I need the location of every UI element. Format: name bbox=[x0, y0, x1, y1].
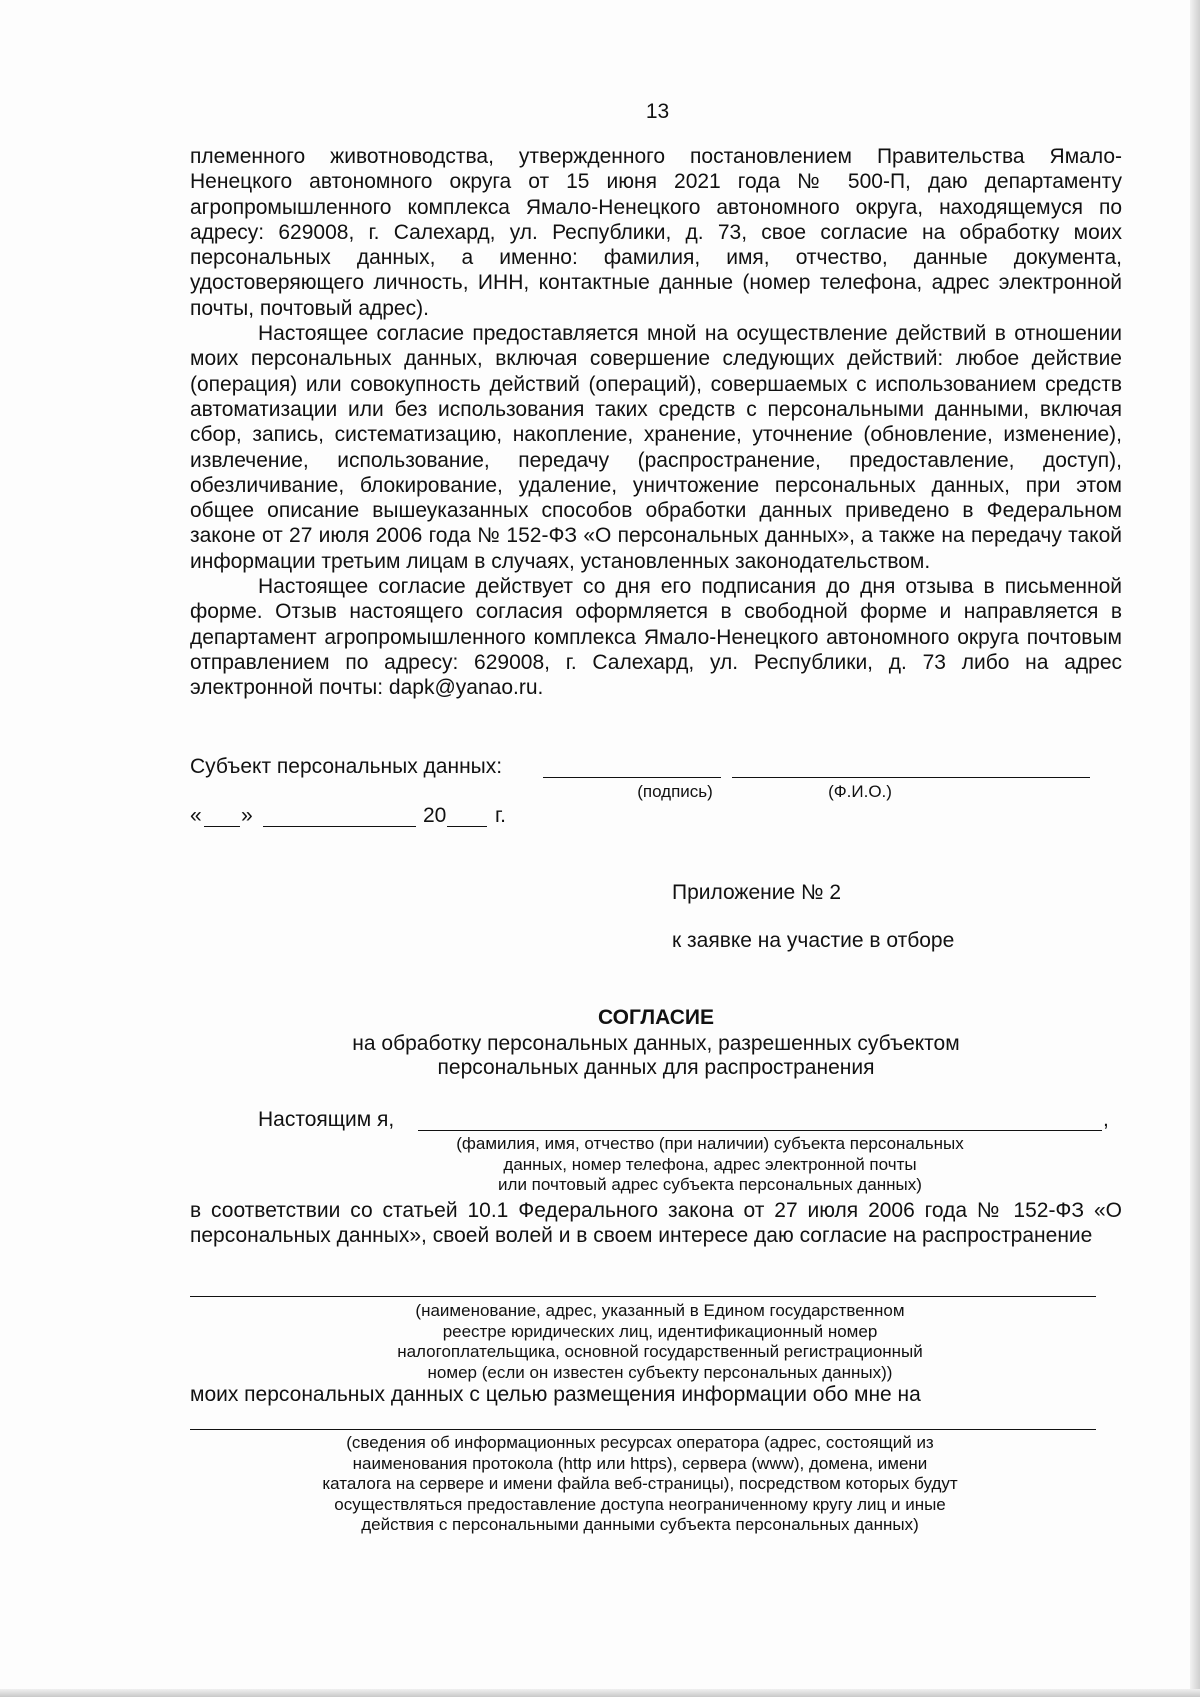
resource-caption bbox=[260, 1433, 1020, 1536]
page-number: 13 bbox=[645, 100, 670, 123]
paragraph-processing-actions: Настоящее согласие предоставляется мной на осуществление действий в отношении моих персональных данных, включая совершение следующих действий: любое действие (операция) или совокупность действий (операций), совершаемых с использованием средств автоматизации или без использования таких средств с персональными данными, включая сбор, запись, систематизацию, накопление, хранение, уточнение (обновление, изменение), извлечение, использование, передачу (распространение, предоставление, доступ), обезличивание, блокирование, удаление, уничтожение персональных данных, при этом общее описание вышеуказанных способов обработки данных приведено в Федеральном законе от 27 июля 2006 года № 152-ФЗ «О персональных данных», а также на передачу такой информации третьим лицам в случаях, установленных законодательством. bbox=[190, 322, 1122, 573]
date-open-quote: « bbox=[190, 804, 202, 827]
date-close-quote: » bbox=[241, 804, 253, 827]
appendix-subtitle: к заявке на участие в отборе bbox=[672, 929, 955, 952]
paragraph-validity-revocation: Настоящее согласие действует со дня его подписания до дня отзыва в письменной форме. Отзыв настоящего согласия оформляется в свободной форме и направляется в департамент агропромышленного комплекса Ямало-Ненецкого автономного округа почтовым отправлением по адресу: 629008, г. Салехард, ул. Республики, д. 73 либо на адрес электронной почты: dapk@yanao.ru. bbox=[190, 575, 1122, 700]
intro-comma: , bbox=[1103, 1108, 1109, 1131]
resource-caption-line: осуществляться предоставление доступа неограниченному кругу лиц и иные bbox=[334, 1494, 946, 1514]
subject-label: Субъект персональных данных: bbox=[190, 755, 503, 778]
resource-underline bbox=[190, 1429, 1096, 1430]
subject-caption bbox=[400, 1134, 1020, 1196]
year-suffix: г. bbox=[495, 804, 506, 827]
signature-caption: (подпись) bbox=[637, 782, 713, 801]
operator-caption bbox=[340, 1301, 980, 1383]
signature-underline bbox=[543, 777, 721, 778]
subject-underline bbox=[418, 1130, 1102, 1131]
resource-caption-line: действия с персональными данными субъекта персональных данных) bbox=[361, 1515, 919, 1534]
purpose-text: моих персональных данных с целью размещения информации обо мне на bbox=[190, 1383, 921, 1406]
operator-caption-line: номер (если он известен субъекту персональных данных)) bbox=[427, 1362, 893, 1382]
scan-bottom-shadow bbox=[0, 1689, 1200, 1697]
consent-subheading-line2: персональных данных для распространения bbox=[437, 1056, 875, 1079]
consent-heading: СОГЛАСИЕ bbox=[597, 1006, 714, 1029]
intro-label: Настоящим я, bbox=[258, 1108, 395, 1131]
operator-caption-line: (наименование, адрес, указанный в Едином государственном bbox=[415, 1301, 905, 1320]
subject-caption-line: данных, номер телефона, адрес электронной почты bbox=[503, 1154, 917, 1174]
resource-caption-line: (сведения об информационных ресурсах оператора (адрес, состоящий из bbox=[346, 1433, 934, 1452]
resource-caption-line: наименования протокола (http или https), сервера (www), домена, имени bbox=[352, 1453, 928, 1473]
consent-subheading-line1: на обработку персональных данных, разрешенных субъектом bbox=[352, 1032, 960, 1055]
subject-caption-line: или почтовый адрес субъекта персональных данных) bbox=[498, 1175, 922, 1194]
operator-underline bbox=[190, 1296, 1096, 1297]
year-underline bbox=[447, 826, 487, 827]
appendix-title: Приложение № 2 bbox=[672, 881, 842, 904]
law-paragraph: в соответствии со статьей 10.1 Федерального закона от 27 июля 2006 года № 152-ФЗ «О персональных данных», своей волей и в своем интересе даю согласие на распространение bbox=[190, 1199, 1122, 1248]
subject-caption-line: (фамилия, имя, отчество (при наличии) субъекта персональных bbox=[456, 1134, 964, 1153]
paragraph-data-list: племенного животноводства, утвержденного постановлением Правительства Ямало-Ненецкого автономного округа от 15 июня 2021 года № 500-П, даю департаменту агропромышленного комплекса Ямало-Ненецкого автономного округа, находящемуся по адресу: 629008, г. Салехард, ул. Республики, д. 73, свое согласие на обработку моих персональных данных, а именно: фамилия, имя, отчество, данные документа, удостоверяющего личность, ИНН, контактные данные (номер телефона, адрес электронной почты, почтовый адрес). bbox=[190, 145, 1122, 320]
day-underline bbox=[204, 826, 240, 827]
resource-caption-line: каталога на сервере и имени файла веб-страницы), посредством которых будут bbox=[322, 1474, 958, 1493]
year-prefix: 20 bbox=[423, 804, 447, 827]
full-name-underline bbox=[732, 777, 1090, 778]
month-underline bbox=[263, 826, 416, 827]
consent-body-text bbox=[190, 144, 1122, 701]
full-name-caption: (Ф.И.О.) bbox=[828, 782, 892, 801]
operator-caption-line: реестре юридических лиц, идентификационный номер bbox=[442, 1321, 878, 1341]
operator-caption-line: налогоплательщика, основной государственный регистрационный bbox=[397, 1342, 923, 1361]
law-paragraph-block bbox=[190, 1198, 1122, 1249]
scan-edge-shadow bbox=[1190, 0, 1200, 1697]
